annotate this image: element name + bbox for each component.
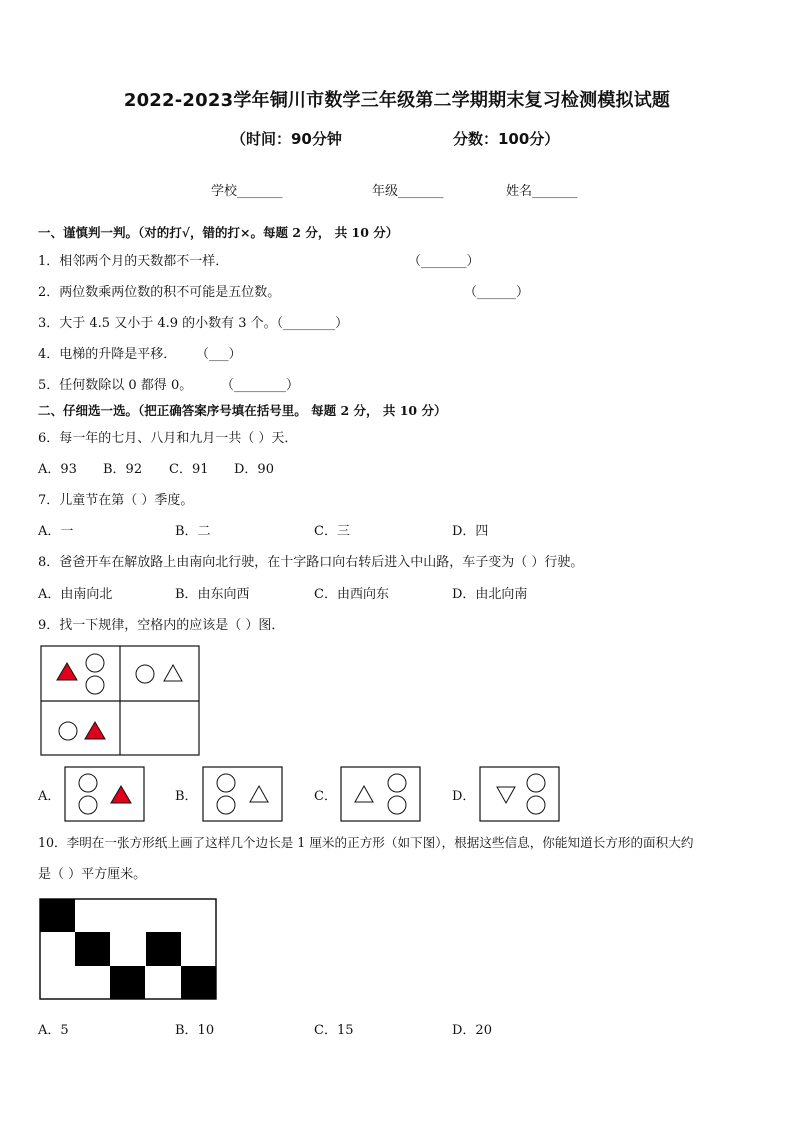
red-triangle-icon xyxy=(57,663,77,680)
school-field[interactable]: 学校_______ xyxy=(211,184,283,199)
unit-square xyxy=(75,932,110,966)
q10-option-b[interactable]: B．10 xyxy=(175,1023,215,1038)
question-10-line2: 是（ ）平方厘米。 xyxy=(38,867,147,882)
q7-option-d[interactable]: D．四 xyxy=(452,524,489,539)
question-6: 6．每一年的七月、八月和九月一共（ ）天． xyxy=(38,431,298,446)
rectangle-figure xyxy=(40,899,216,999)
answer-blank-5[interactable]: （________） xyxy=(221,378,300,393)
q9-option-d-figure[interactable] xyxy=(480,767,559,821)
section2-heading: 二、仔细选一选。（把正确答案序号填在括号里。 每题 2 分， 共 10 分） xyxy=(38,403,447,418)
q9-option-c[interactable]: C． xyxy=(314,789,337,804)
page-title: 2022-2023学年铜川市数学三年级第二学期期末复习检测模拟试题 xyxy=(123,90,671,111)
unit-square xyxy=(146,932,181,966)
name-field[interactable]: 姓名_______ xyxy=(506,184,578,199)
q8-option-d[interactable]: D．由北向南 xyxy=(452,587,528,602)
question-7: 7．儿童节在第（ ）季度。 xyxy=(38,493,194,508)
q7-option-b[interactable]: B．二 xyxy=(175,524,211,539)
q6-option-c[interactable]: C．91 xyxy=(169,462,209,477)
question-2: 2．两位数乘两位数的积不可能是五位数。 xyxy=(38,285,281,300)
q7-option-c[interactable]: C．三 xyxy=(314,524,350,539)
circle-icon xyxy=(86,676,104,694)
circle-icon xyxy=(86,654,104,672)
question-9: 9．找一下规律，空格内的应该是（ ）图． xyxy=(38,618,285,633)
q6-option-d[interactable]: D．90 xyxy=(234,462,274,477)
q10-option-c[interactable]: C．15 xyxy=(314,1023,354,1038)
unit-square xyxy=(110,966,145,999)
q8-option-b[interactable]: B．由东向西 xyxy=(175,587,250,602)
exam-score: 分数：100分） xyxy=(453,130,560,148)
answer-blank-2[interactable]: （______） xyxy=(464,285,530,300)
q6-option-a[interactable]: A．93 xyxy=(38,462,77,477)
pattern-grid xyxy=(41,646,199,755)
circle-icon xyxy=(59,722,77,740)
q10-option-d[interactable]: D．20 xyxy=(452,1023,492,1038)
q8-option-a[interactable]: A．由南向北 xyxy=(38,587,113,602)
q7-option-a[interactable]: A．一 xyxy=(38,524,74,539)
question-3: 3．大于 4.5 又小于 4.9 的小数有 3 个。（________） xyxy=(38,316,349,331)
answer-blank-1[interactable]: （_______） xyxy=(408,254,480,269)
question-10-line1: 10．李明在一张方形纸上画了这样几个边长是 1 厘米的正方形（如下图），根据这些信息，你能知道长方形的面积大约 xyxy=(38,835,694,850)
q6-option-b[interactable]: B．92 xyxy=(103,462,143,477)
question-8: 8．爸爸开车在解放路上由南向北行驶，在十字路口向右转后进入中山路，车子变为（ ）行驶。 xyxy=(38,555,584,570)
q9-option-c-figure[interactable] xyxy=(341,767,420,821)
question-5: 5．任何数除以 0 都得 0。 xyxy=(38,378,193,393)
q9-option-b-figure[interactable] xyxy=(203,767,282,821)
triangle-icon xyxy=(164,665,182,681)
q9-option-d[interactable]: D． xyxy=(452,789,476,804)
unit-square xyxy=(181,966,216,999)
red-triangle-icon xyxy=(85,722,105,739)
grade-field[interactable]: 年级_______ xyxy=(372,184,444,199)
q10-option-a[interactable]: A．5 xyxy=(38,1023,69,1038)
circle-icon xyxy=(136,665,154,683)
section1-heading: 一、谨慎判一判。（对的打√，错的打×。每题 2 分， 共 10 分） xyxy=(38,225,399,240)
q9-option-a-figure[interactable] xyxy=(65,767,144,821)
q9-option-a[interactable]: A． xyxy=(38,789,61,804)
answer-blank-4[interactable]: （___） xyxy=(196,347,242,362)
unit-square xyxy=(40,899,75,932)
question-1: 1．相邻两个月的天数都不一样． xyxy=(38,254,229,269)
q9-option-b[interactable]: B． xyxy=(175,789,198,804)
q8-option-c[interactable]: C．由西向东 xyxy=(314,587,389,602)
question-4: 4．电梯的升降是平移． xyxy=(38,347,177,362)
exam-time: （时间：90分钟 xyxy=(231,130,342,148)
